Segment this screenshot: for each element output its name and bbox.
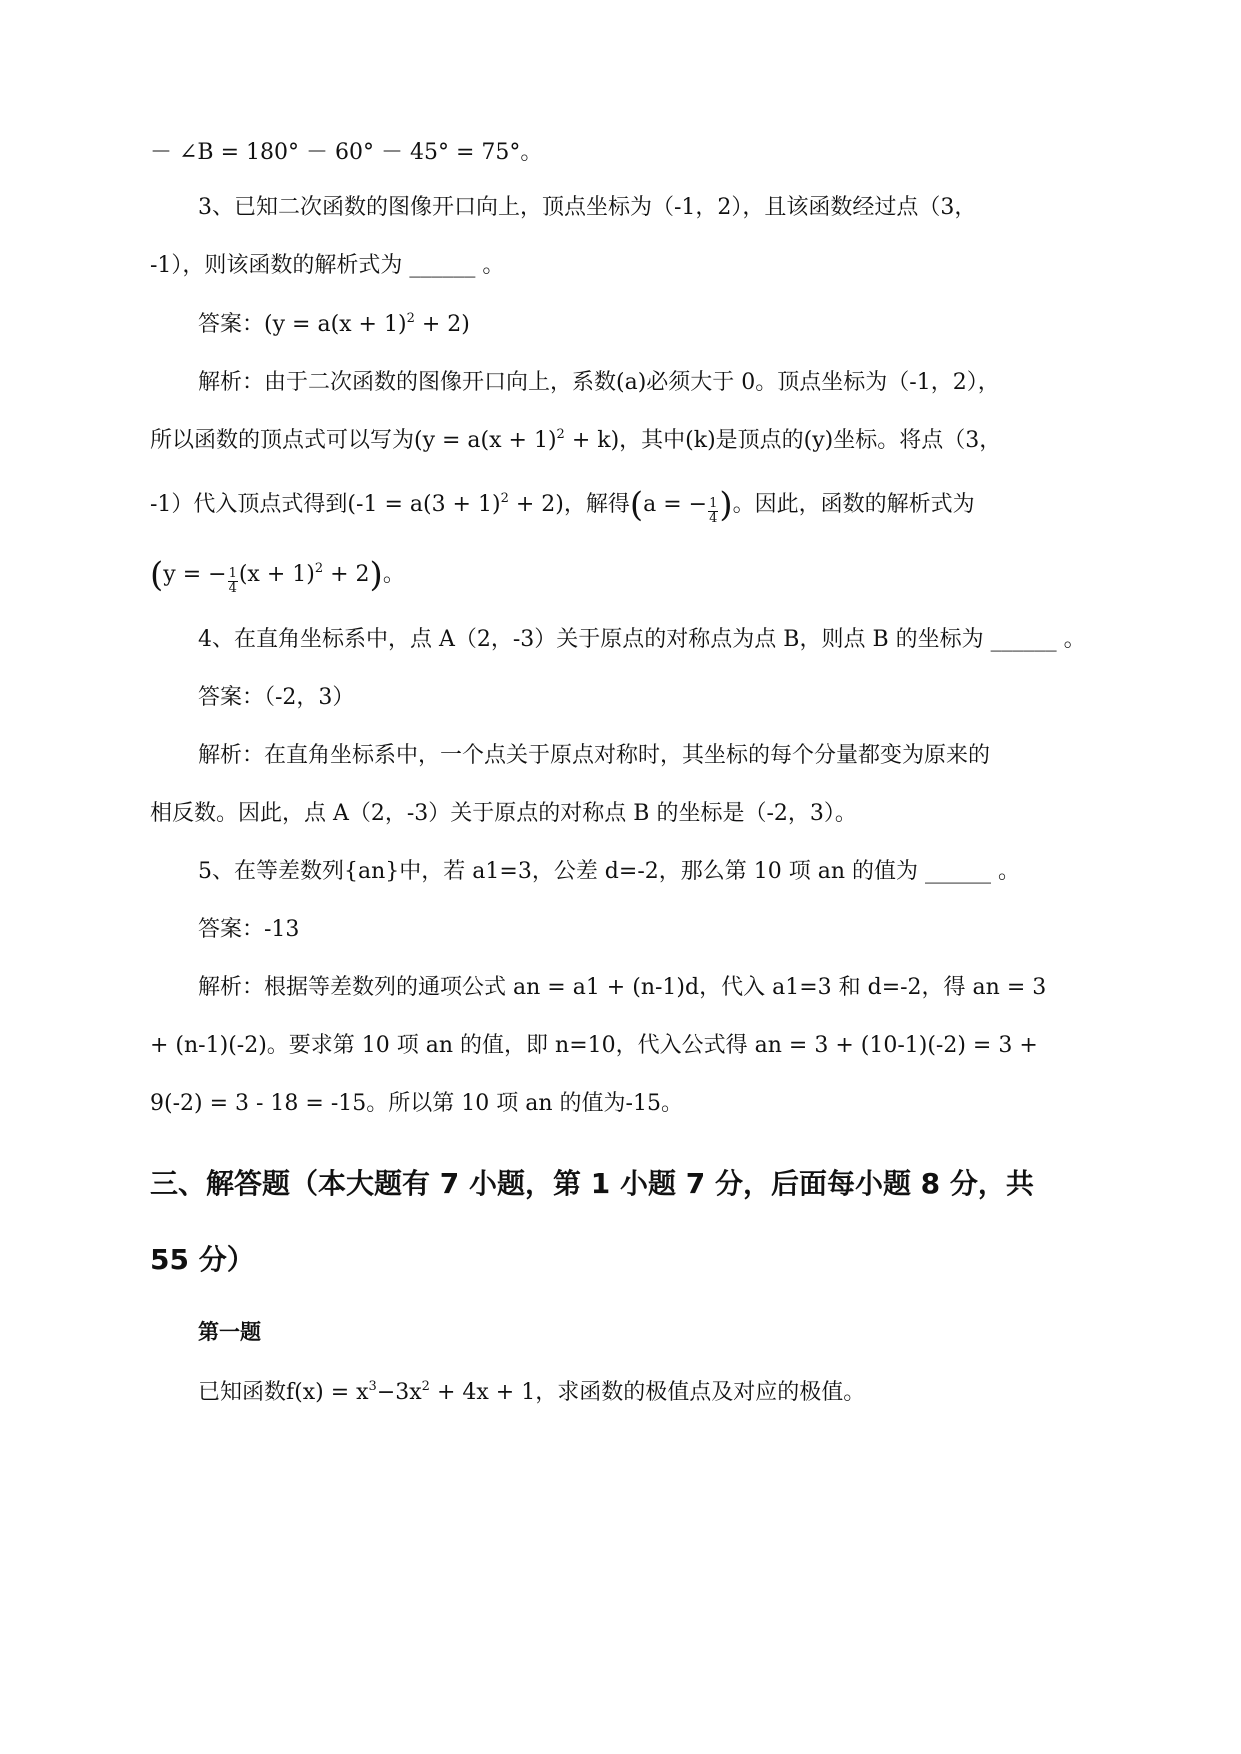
formula: (x + 1)	[238, 562, 315, 587]
paren: (	[629, 485, 644, 525]
text: 。因此，函数的解析式为	[732, 492, 975, 517]
paren: )	[719, 485, 733, 525]
text: + k)，其中(k)是顶点的(y)坐标。将点（3，	[564, 428, 1002, 453]
text: 。	[382, 562, 405, 587]
text: + 4x + 1，求函数的极值点及对应的极值。	[429, 1380, 866, 1405]
question-4-answer: 答案：（-2，3）	[198, 685, 355, 710]
question-3-text-cont: -1），则该函数的解析式为 ______ 。	[150, 253, 505, 278]
question-4-explanation-cont: 相反数。因此，点 A（2，-3）关于原点的对称点 B 的坐标是（-2，3）。	[150, 801, 857, 826]
section-heading-cont: 55 分）	[150, 1243, 255, 1276]
question-3-final-formula	[150, 555, 405, 596]
paren: )	[369, 555, 383, 595]
formula: (y = a(x + 1)	[264, 312, 407, 337]
answer-label: 答案：	[198, 312, 265, 337]
angle-calculation-line: － ∠B = 180° － 60° － 45° = 75°。	[150, 140, 543, 165]
exponent: 2	[314, 561, 324, 576]
question-3-explanation: 解析：由于二次函数的图像开口向上，系数(a)必须大于 0。顶点坐标为（-1，2），	[198, 370, 1000, 395]
numerator: 1	[228, 566, 237, 581]
text: -1）代入顶点式得到(-1 = a(3 + 1)	[150, 492, 501, 517]
formula: a = −	[643, 492, 708, 517]
question-5-answer: 答案：-13	[198, 917, 300, 942]
formula: −3x	[376, 1380, 422, 1405]
exponent: 2	[556, 427, 565, 442]
question-4-explanation: 解析：在直角坐标系中，一个点关于原点对称时，其坐标的每个分量都变为原来的	[198, 743, 991, 768]
question-3-text: 3、已知二次函数的图像开口向上，顶点坐标为（-1，2），且该函数经过点（3，	[198, 195, 977, 220]
question-4-text: 4、在直角坐标系中，点 A（2，-3）关于原点的对称点为点 B，则点 B 的坐标为 ______ 。	[198, 627, 1086, 652]
exponent: 3	[368, 1379, 377, 1394]
sub-heading-question-1: 第一题	[198, 1320, 261, 1344]
question-5-text: 5、在等差数列{an}中，若 a1=3，公差 d=-2，那么第 10 项 an 的值为 ______ 。	[198, 859, 1020, 884]
question-5-explanation-cont: 9(-2) = 3 - 18 = -15。所以第 10 项 an 的值为-15。	[150, 1091, 683, 1116]
fraction	[708, 497, 718, 526]
fraction	[228, 567, 238, 596]
question-3-answer	[198, 310, 470, 340]
denominator: 4	[228, 581, 237, 596]
formula: + 2)	[414, 312, 470, 337]
numerator: 1	[709, 496, 718, 511]
question-5-explanation: 解析：根据等差数列的通项公式 an = a1 + (n-1)d，代入 a1=3 和 d=-2，得 an = 3	[198, 975, 1047, 1000]
exponent: 2	[406, 311, 415, 326]
paren: (	[150, 555, 164, 595]
formula: + 2	[323, 562, 370, 587]
text: + 2)，解得	[508, 492, 630, 517]
text: 所以函数的顶点式可以写为(y = a(x + 1)	[150, 428, 557, 453]
formula: 已知函数f(x) = x	[198, 1380, 369, 1405]
denominator: 4	[709, 511, 718, 526]
section-heading: 三、解答题（本大题有 7 小题，第 1 小题 7 分，后面每小题 8 分，共	[150, 1167, 1034, 1200]
exponent: 2	[421, 1379, 430, 1394]
question-3-explanation-cont	[150, 426, 1001, 456]
question-3-explanation-cont	[150, 485, 975, 526]
exponent: 2	[500, 491, 509, 506]
question-5-explanation-cont: + (n-1)(-2)。要求第 10 项 an 的值，即 n=10，代入公式得 an = 3 + (10-1)(-2) = 3 +	[150, 1033, 1038, 1058]
problem-1-text	[198, 1378, 865, 1408]
formula: y = −	[163, 562, 227, 587]
